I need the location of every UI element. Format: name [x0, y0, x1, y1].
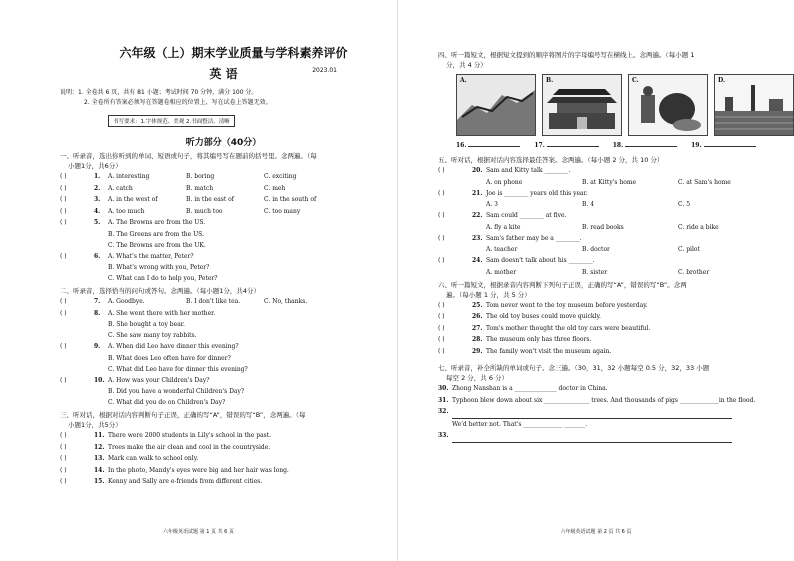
section-4-score: 分，共 4 分） — [446, 61, 487, 69]
option-c: C. at Sam's home — [678, 178, 731, 186]
blank-18[interactable] — [613, 142, 677, 149]
question-row — [60, 341, 387, 353]
section-4-instruction: 四、听一篇短文，根据短文提到的顺序将图片的字母编号写在横线上。念两遍。（每小题 1 — [438, 51, 695, 59]
option-b: B. 4 — [582, 201, 595, 208]
question-text: Sam and Kitty talk ________. — [486, 167, 571, 174]
section-1-heading — [60, 151, 387, 171]
answer-bracket[interactable]: ( ) — [438, 313, 445, 320]
question-row — [438, 165, 780, 177]
option-c: C. The Browns are from the UK. — [108, 241, 206, 249]
question-number: 15. — [94, 478, 105, 485]
question-number: 8. — [94, 309, 101, 317]
answer-bracket[interactable]: ( ) — [60, 309, 67, 317]
answer-bracket[interactable]: ( ) — [438, 336, 445, 343]
question-row — [438, 419, 780, 431]
option-c: C. ride a bike — [678, 223, 719, 231]
question-number: 18. — [612, 142, 624, 149]
question-row — [438, 334, 780, 346]
question-row — [60, 375, 387, 387]
question-text: Joe is ________ years old this year. — [486, 189, 588, 197]
option-b: B. much too — [186, 207, 223, 215]
question-row — [60, 194, 387, 206]
question-number: 27. — [472, 324, 483, 332]
question-number: 25. — [472, 301, 483, 309]
picture-row — [456, 74, 780, 136]
question-row — [438, 406, 780, 419]
section-6-items — [438, 300, 780, 358]
option-c: C. What did you do on Children's Day? — [108, 399, 226, 406]
instruction-1: 说明：1. 全卷共 6 页，共有 81 小题；考试时间 70 分钟，满分 100 分。 — [60, 89, 258, 96]
answer-bracket[interactable]: ( ) — [60, 343, 67, 350]
question-number: 14. — [94, 466, 105, 474]
question-row — [60, 183, 387, 195]
question-text: Sam's father may be a ________. — [486, 234, 582, 242]
answer-line[interactable] — [452, 430, 732, 443]
option-c: C. What did Leo have for dinner this evening? — [108, 365, 248, 373]
option-b: B. sister — [582, 268, 608, 276]
option-a: A. Goodbye. — [108, 298, 145, 305]
answer-bracket[interactable]: ( ) — [60, 207, 67, 215]
question-row — [60, 171, 387, 183]
picture-label: C. — [632, 77, 639, 84]
options-row — [438, 222, 780, 233]
answer-bracket[interactable]: ( ) — [60, 252, 67, 260]
question-number: 20. — [472, 167, 483, 174]
question-number: 33. — [438, 432, 449, 439]
section-3-items — [60, 430, 387, 488]
answer-bracket[interactable]: ( ) — [60, 173, 67, 180]
answer-line[interactable] — [452, 406, 732, 419]
option-a: A. too much — [108, 207, 145, 215]
question-row — [60, 453, 387, 465]
option-a: A. 3 — [486, 201, 498, 208]
question-row — [438, 255, 780, 267]
option-c: C. She saw many toy rabbits. — [108, 332, 197, 339]
options-row — [438, 199, 780, 210]
question-number: 1. — [94, 173, 101, 180]
option-a: A. teacher — [486, 246, 518, 253]
question-row — [438, 311, 780, 323]
option-b: B. I don't like tea. — [186, 298, 241, 305]
answer-bracket[interactable]: ( ) — [60, 196, 67, 203]
section-4-heading — [438, 50, 780, 70]
question-row — [60, 442, 387, 454]
answer-blanks — [456, 142, 780, 149]
section-2-heading: 二、听录音，选择恰当的问句或答句。念两遍。（每小题1分，共4分） — [60, 287, 261, 295]
question-number: 7. — [94, 298, 101, 305]
great-wall-image — [457, 75, 535, 135]
question-row — [60, 465, 387, 477]
question-row — [60, 308, 387, 320]
section-2-items — [60, 296, 387, 408]
statement: Tom's mother thought the old toy cars were beautiful. — [486, 324, 651, 332]
option-a: A. fly a kite — [486, 223, 521, 231]
instruction-2: 2. 全卷所有答案必须写在答题卷相应的位置上，写在试卷上答题无效。 — [84, 99, 272, 106]
options-row — [438, 267, 780, 278]
option-c: C. meh — [264, 184, 286, 192]
answer-bracket[interactable]: ( ) — [60, 219, 67, 226]
section-6-score: 遍。（每小题 1 分，共 5 分） — [446, 290, 531, 299]
statement: Kenny and Sally are e-friends from different cities. — [108, 478, 263, 485]
option-c: C. What can I do to help you, Peter? — [108, 275, 218, 282]
blank-16[interactable] — [456, 142, 520, 149]
section-1-instruction: 一、听录音，选出你听到的单词、短语或句子，将其编号写在题前的括号里。念两遍。（每 — [60, 152, 317, 160]
museum-items-image — [629, 75, 707, 135]
page-footer: 六年级英语试题 第 2 页 共 6 页 — [560, 529, 632, 535]
question-number: 31. — [438, 396, 449, 404]
option-c: C. exciting — [264, 173, 297, 180]
question-row — [60, 476, 387, 488]
option-b: B. boring — [186, 173, 215, 180]
question-row — [438, 346, 780, 358]
statement: Tom never went to the toy museum before yesterday. — [486, 301, 648, 309]
option-c: C. No, thanks. — [264, 298, 308, 305]
picture-tiananmen — [542, 74, 622, 136]
exam-date: 2023.01 — [312, 67, 337, 74]
blank-19[interactable] — [691, 142, 755, 149]
option-a: A. in the west of — [108, 196, 158, 203]
answer-bracket[interactable]: ( ) — [60, 455, 67, 462]
option-b: B. doctor — [582, 246, 610, 253]
question-row — [438, 323, 780, 335]
option-b: B. She bought a toy bear. — [108, 321, 185, 328]
question-number: 13. — [94, 455, 105, 462]
question-number: 28. — [472, 336, 483, 343]
tiananmen-image — [543, 75, 621, 135]
answer-bracket[interactable]: ( ) — [438, 347, 445, 355]
option-b: B. What does Leo often have for dinner? — [108, 354, 231, 362]
blank-17[interactable] — [534, 142, 598, 149]
subject-name: 英 语 — [209, 67, 238, 81]
option-a: A. The Browns are from the US. — [108, 219, 206, 226]
statement: The old toy buses could move quickly. — [486, 313, 601, 320]
option-a: A. What's the matter, Peter? — [108, 252, 194, 260]
question-number: 4. — [94, 207, 101, 215]
picture-city-water — [714, 74, 794, 136]
option-b: B. in the east of — [186, 196, 235, 203]
question-row — [438, 188, 780, 200]
picture-museum-items — [628, 74, 708, 136]
question-number: 5. — [94, 219, 101, 226]
answer-bracket[interactable]: ( ) — [438, 257, 445, 264]
question-number: 32. — [438, 408, 449, 415]
section-7-items — [438, 383, 780, 443]
answer-bracket[interactable]: ( ) — [438, 189, 445, 197]
statement: Trees make the air clean and cool in the countryside. — [108, 443, 271, 451]
option-a: A. When did Leo have dinner this evening? — [108, 343, 239, 350]
instructions — [60, 88, 387, 108]
option-c: C. brother — [678, 268, 710, 276]
question-number: 2. — [94, 184, 101, 192]
options-row — [438, 244, 780, 255]
answer-bracket[interactable]: ( ) — [60, 432, 67, 439]
question-number: 23. — [472, 234, 483, 242]
question-row — [438, 300, 780, 312]
statement: The museum only has three floors. — [486, 336, 592, 343]
section-3-score: 小题1分，共5分） — [68, 421, 122, 429]
statement: Mark can walk to school only. — [108, 455, 199, 462]
question-number: 19. — [691, 142, 702, 149]
option-c: C. pilot — [678, 246, 700, 253]
question-row — [60, 251, 387, 263]
exam-page-2 — [397, 0, 794, 561]
subject-title — [60, 65, 387, 82]
section-1-items — [60, 171, 387, 284]
answer-bracket[interactable]: ( ) — [60, 376, 67, 384]
option-c: C. in the south of — [264, 196, 317, 203]
option-a: A. interesting — [108, 173, 150, 180]
section-3-instruction: 三、听对话，根据对话内容判断句子正误，正确的写“A”，错误的写“B”，念两遍。（每 — [60, 411, 306, 419]
picture-label: B. — [546, 77, 554, 84]
fill-blank-sentence[interactable]: Zhong Nanshan is a ______________ doctor in China. — [452, 385, 608, 392]
section-6-heading — [438, 280, 780, 300]
question-number: 11. — [94, 432, 105, 439]
question-row — [60, 217, 387, 229]
statement: The family won't visit the museum again. — [486, 347, 612, 355]
answer-bracket[interactable]: ( ) — [438, 324, 445, 332]
option-b: B. read books — [582, 223, 624, 231]
picture-label: D. — [718, 77, 726, 84]
answer-bracket[interactable]: ( ) — [60, 466, 67, 474]
option-c: C. too many — [264, 207, 301, 215]
option-a: A. How was your Children's Day? — [108, 376, 210, 384]
question-number: 12. — [94, 443, 105, 451]
listening-part-title: 听力部分（40分） — [185, 138, 262, 148]
question-number: 9. — [94, 343, 101, 350]
question-row — [60, 430, 387, 442]
question-number: 16. — [456, 142, 467, 149]
section-6-instruction: 六、听一篇短文，根据录音内容判断下列句子正误，正确的写“A”，错误的写“B”。念两 — [438, 280, 687, 289]
picture-label: A. — [460, 77, 467, 84]
question-number: 17. — [534, 142, 545, 149]
fill-blank-sentence[interactable]: We'd better not. That's _____________ _______. — [452, 420, 588, 428]
question-number: 21. — [472, 189, 483, 197]
statement: There were 2000 students in Lily's school in the past. — [108, 432, 272, 439]
option-b: B. Did you have a wonderful Children's Day? — [108, 388, 245, 395]
question-number: 24. — [472, 257, 483, 264]
option-a: A. catch — [108, 184, 133, 192]
answer-bracket[interactable]: ( ) — [60, 443, 67, 451]
answer-bracket[interactable]: ( ) — [438, 212, 445, 219]
options-row — [438, 177, 780, 188]
question-number: 10. — [94, 376, 105, 384]
question-number: 26. — [472, 313, 483, 320]
answer-bracket[interactable]: ( ) — [438, 301, 445, 309]
page-footer: 六年级英语试题 第 1 页 共 6 页 — [163, 529, 234, 535]
question-row — [438, 395, 780, 407]
option-b: B. The Greens are from the US. — [108, 230, 204, 238]
question-row — [438, 233, 780, 245]
question-row — [438, 210, 780, 222]
option-a: A. on phone — [486, 178, 523, 186]
question-number: 30. — [438, 385, 449, 392]
option-b: B. match — [186, 184, 214, 192]
answer-bracket[interactable]: ( ) — [438, 167, 445, 174]
question-text: Sam could ________ at five. — [486, 212, 567, 219]
question-row — [438, 430, 780, 443]
writing-requirements: 书写要求：1.字体规范、美观 2.书面整洁、清晰 — [108, 115, 235, 127]
section-7-instruction: 七、听录音，补全所缺的单词或句子。念三遍。（30，31，32 小题每空 0.5 分，32，33 小题 — [438, 364, 710, 372]
question-text: Sam doesn't talk about his ________. — [486, 257, 595, 264]
answer-bracket[interactable]: ( ) — [60, 184, 67, 192]
answer-bracket[interactable]: ( ) — [60, 298, 67, 305]
answer-bracket[interactable]: ( ) — [60, 478, 67, 485]
exam-title: 六年级（上）期末学业质量与学科素养评价 — [119, 46, 348, 60]
statement: In the photo, Mandy's eyes were big and her hair was long. — [108, 466, 289, 474]
section-7-heading — [438, 363, 780, 383]
section-7-score: 每空 2 分，共 6 分） — [446, 374, 509, 382]
question-row — [438, 383, 780, 395]
answer-bracket[interactable]: ( ) — [438, 234, 445, 242]
question-number: 22. — [472, 212, 483, 219]
option-b: B. What's wrong with you, Peter? — [108, 264, 210, 271]
question-number: 3. — [94, 196, 101, 203]
section-1-score: 小题1分，共6分） — [68, 162, 122, 170]
question-row — [60, 206, 387, 218]
option-c: C. 5 — [678, 201, 691, 208]
option-b: B. at Kitty's home — [582, 178, 637, 186]
city-water-image — [715, 75, 793, 135]
fill-blank-sentence[interactable]: Typhoon blew down about six _______________ trees. And thousands of pigs _____________in the flood. — [452, 396, 756, 404]
section-3-heading — [60, 410, 387, 430]
question-number: 6. — [94, 252, 101, 260]
option-a: A. mother — [486, 268, 517, 276]
question-number: 29. — [472, 347, 483, 355]
picture-great-wall — [456, 74, 536, 136]
option-a: A. She went there with her mother. — [108, 309, 216, 317]
question-row — [60, 296, 387, 308]
section-5-heading: 五、听对话，根据对话内容选择最佳答案。念两遍。（每小题 2 分，共 10 分） — [438, 156, 664, 164]
section-5-items — [438, 165, 780, 278]
